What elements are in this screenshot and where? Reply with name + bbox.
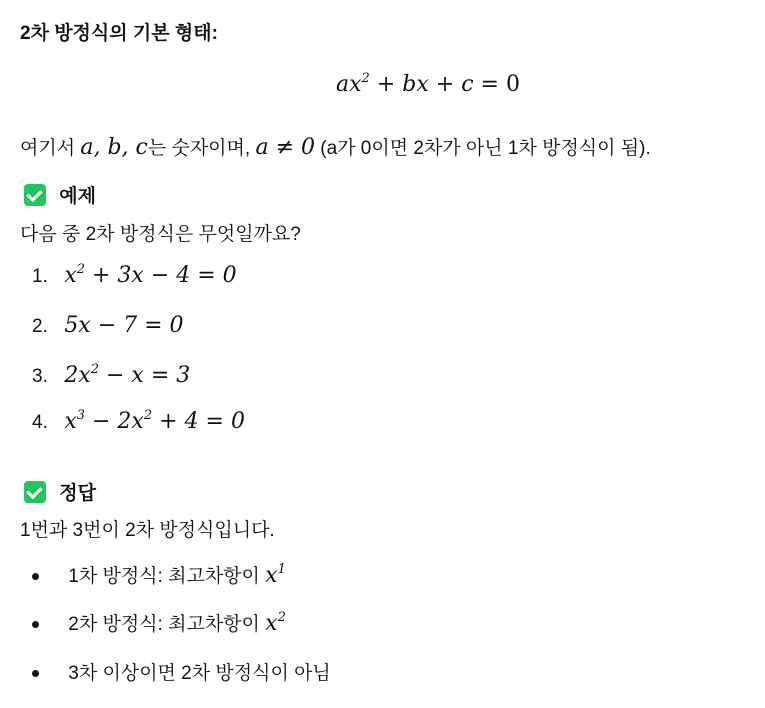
list-item: 2. 5x − 7 = 0 (32, 313, 184, 338)
explanation-line: 여기서 a, b, c는 숫자이며, a ≠ 0 (a가 0이면 2차가 아닌 1차 방정식이 됨). (20, 135, 651, 160)
vars-math: a, b, c (80, 135, 148, 160)
item-expression: $2x^2 - x = 3$ (64, 362, 191, 388)
bullet-icon (32, 573, 39, 580)
example-heading: 예제 (24, 181, 96, 208)
condition-math: a ≠ 0 (255, 135, 315, 160)
list-item: 3차 이상이면 2차 방정식이 아님 (32, 658, 331, 685)
list-item: 2차 방정식: 최고차항이 $x^2$ (32, 609, 286, 636)
list-item: 1차 방정식: 최고차항이 $x^1$ (32, 561, 286, 588)
item-expression: 5x − 7 = 0 (64, 313, 184, 338)
example-question: 다음 중 2차 방정식은 무엇일까요? (20, 224, 301, 245)
check-box-icon (24, 481, 46, 503)
check-box-icon (24, 184, 46, 206)
item-expression: $x^3 - 2x^2 + 4 = 0$ (64, 408, 245, 434)
bullet-math: $x^2$ (265, 610, 286, 636)
list-item: 4. $x^3 - 2x^2 + 4 = 0$ (32, 408, 245, 434)
item-expression: $x^2 + 3x - 4 = 0$ (64, 262, 237, 288)
section-heading: 2차 방정식의 기본 형태: (20, 23, 218, 44)
answer-text: 1번과 3번이 2차 방정식입니다. (20, 520, 275, 541)
bullet-math: $x^1$ (265, 562, 286, 588)
list-item: 1. $x^2 + 3x - 4 = 0$ (32, 262, 237, 288)
bullet-icon (32, 621, 39, 628)
bullet-icon (32, 670, 39, 677)
general-form-formula: $ax^2$ + bx + c = 0 (336, 71, 520, 97)
answer-heading: 정답 (24, 478, 96, 505)
list-item: 3. $2x^2 - x = 3$ (32, 362, 191, 388)
